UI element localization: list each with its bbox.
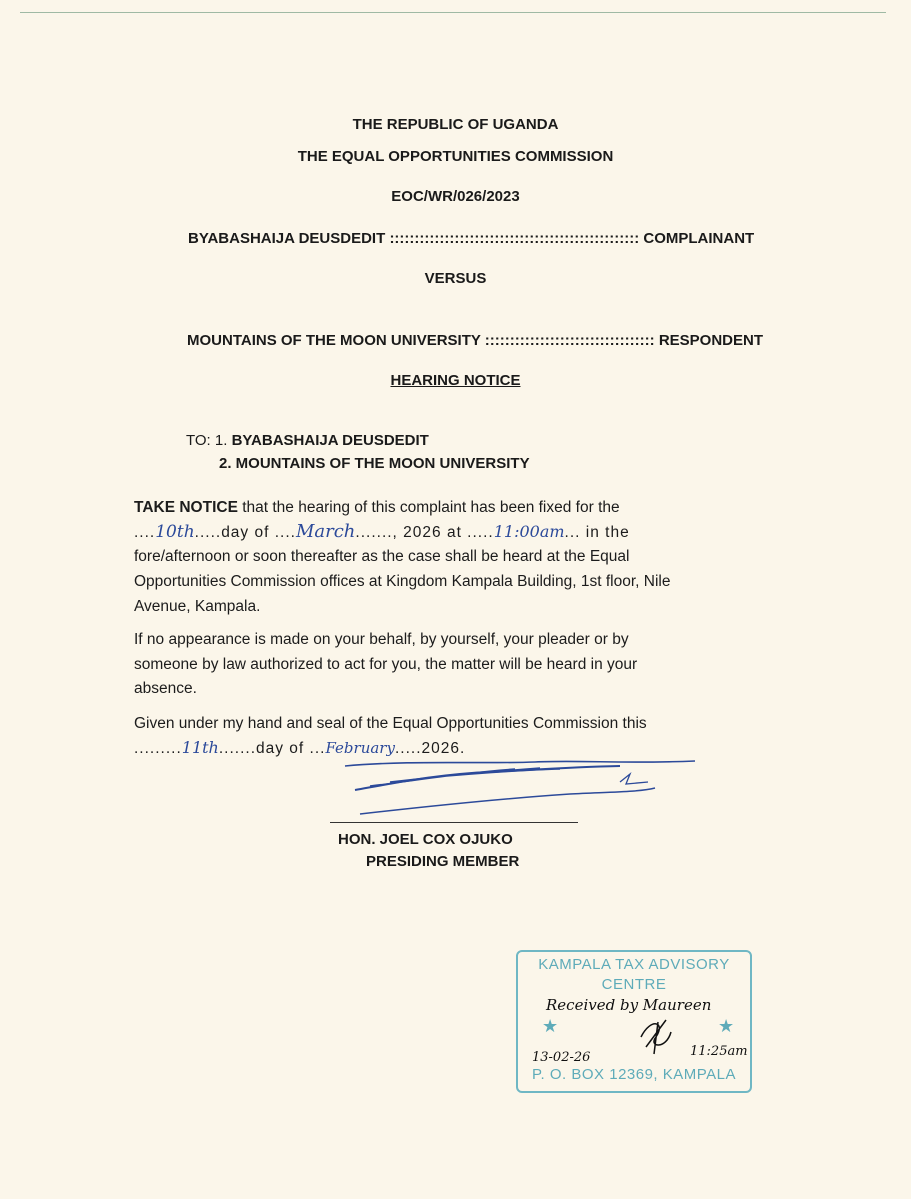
given-month-handwritten: February bbox=[325, 739, 395, 757]
addressee-first: BYABASHAIJA DEUSDEDIT bbox=[231, 432, 429, 449]
hearing-time-handwritten: 11:00am bbox=[493, 522, 565, 541]
stamp-line1: KAMPALA TAX ADVISORY bbox=[538, 956, 730, 973]
stamp-address: P. O. BOX 12369, KAMPALA bbox=[531, 1066, 737, 1083]
paragraph1-line1 bbox=[134, 495, 620, 520]
respondent-name: MOUNTAINS OF THE MOON UNIVERSITY bbox=[187, 332, 481, 349]
dots: ......... bbox=[134, 740, 182, 757]
paragraph1-line3: fore/afternoon or soon thereafter as the case shall be heard at the Equal bbox=[134, 548, 630, 565]
versus-label: VERSUS bbox=[424, 270, 487, 287]
paragraph3-line1: Given under my hand and seal of the Equal Opportunities Commission this bbox=[134, 715, 647, 732]
paragraph1-line4: Opportunities Commission offices at Kingdom Kampala Building, 1st floor, Nile bbox=[134, 573, 671, 590]
top-rule bbox=[20, 12, 886, 13]
dots: ......., 2026 at ..... bbox=[355, 524, 494, 541]
signature bbox=[330, 752, 700, 822]
star-icon: ★ bbox=[718, 1016, 735, 1036]
hearing-day-handwritten: 10th bbox=[155, 522, 195, 542]
addressee-2: 2. MOUNTAINS OF THE MOON UNIVERSITY bbox=[219, 455, 530, 472]
complainant-separator: :::::::::::::::::::::::::::::::::::::::::::::::::: bbox=[389, 230, 640, 247]
case-number: EOC/WR/026/2023 bbox=[391, 188, 520, 205]
respondent-role: RESPONDENT bbox=[658, 332, 763, 349]
dots: .....day of .... bbox=[194, 524, 296, 541]
stamp-line2: CENTRE bbox=[601, 976, 667, 993]
respondent-separator: :::::::::::::::::::::::::::::::::: bbox=[484, 332, 655, 349]
take-notice-lead: TAKE NOTICE bbox=[134, 499, 238, 516]
star-icon: ★ bbox=[542, 1016, 559, 1036]
stamp-time-handwritten: 11:25am bbox=[690, 1044, 748, 1059]
paragraph2-line3: absence. bbox=[134, 680, 197, 697]
paragraph1-line5: Avenue, Kampala. bbox=[134, 598, 261, 615]
dots: .......day of ... bbox=[218, 740, 326, 757]
paragraph1-line1-text: that the hearing of this complaint has been fixed for the bbox=[237, 499, 620, 516]
republic-heading: THE REPUBLIC OF UGANDA bbox=[352, 116, 559, 133]
signature-line bbox=[330, 822, 578, 823]
respondent-line bbox=[187, 332, 763, 349]
addressee-1 bbox=[186, 432, 429, 449]
signatory-title: PRESIDING MEMBER bbox=[366, 853, 520, 870]
received-stamp bbox=[516, 950, 752, 1093]
paragraph1-line2 bbox=[134, 519, 630, 545]
dots: ... in the bbox=[564, 524, 630, 541]
initials-scribble bbox=[636, 1012, 676, 1056]
stamp-date-handwritten: 13-02-26 bbox=[532, 1050, 591, 1065]
paragraph2-line1: If no appearance is made on your behalf, by yourself, your pleader or by bbox=[134, 631, 629, 648]
dots: .... bbox=[134, 524, 156, 541]
complainant-name: BYABASHAIJA DEUSDEDIT bbox=[188, 230, 386, 247]
complainant-line bbox=[188, 230, 754, 247]
addressee-prefix: TO: 1. bbox=[186, 432, 228, 449]
signatory-name: HON. JOEL COX OJUKO bbox=[338, 831, 513, 848]
dots: .....2026. bbox=[394, 740, 466, 757]
given-day-handwritten: 11th bbox=[181, 738, 219, 757]
paragraph2-line2: someone by law authorized to act for you, the matter will be heard in your bbox=[134, 656, 638, 673]
notice-title: HEARING NOTICE bbox=[390, 372, 521, 389]
stamp-received-handwritten: Received by Maureen bbox=[546, 996, 712, 1014]
commission-heading: THE EQUAL OPPORTUNITIES COMMISSION bbox=[297, 148, 614, 165]
complainant-role: COMPLAINANT bbox=[643, 230, 755, 247]
hearing-month-handwritten: March bbox=[295, 521, 356, 542]
